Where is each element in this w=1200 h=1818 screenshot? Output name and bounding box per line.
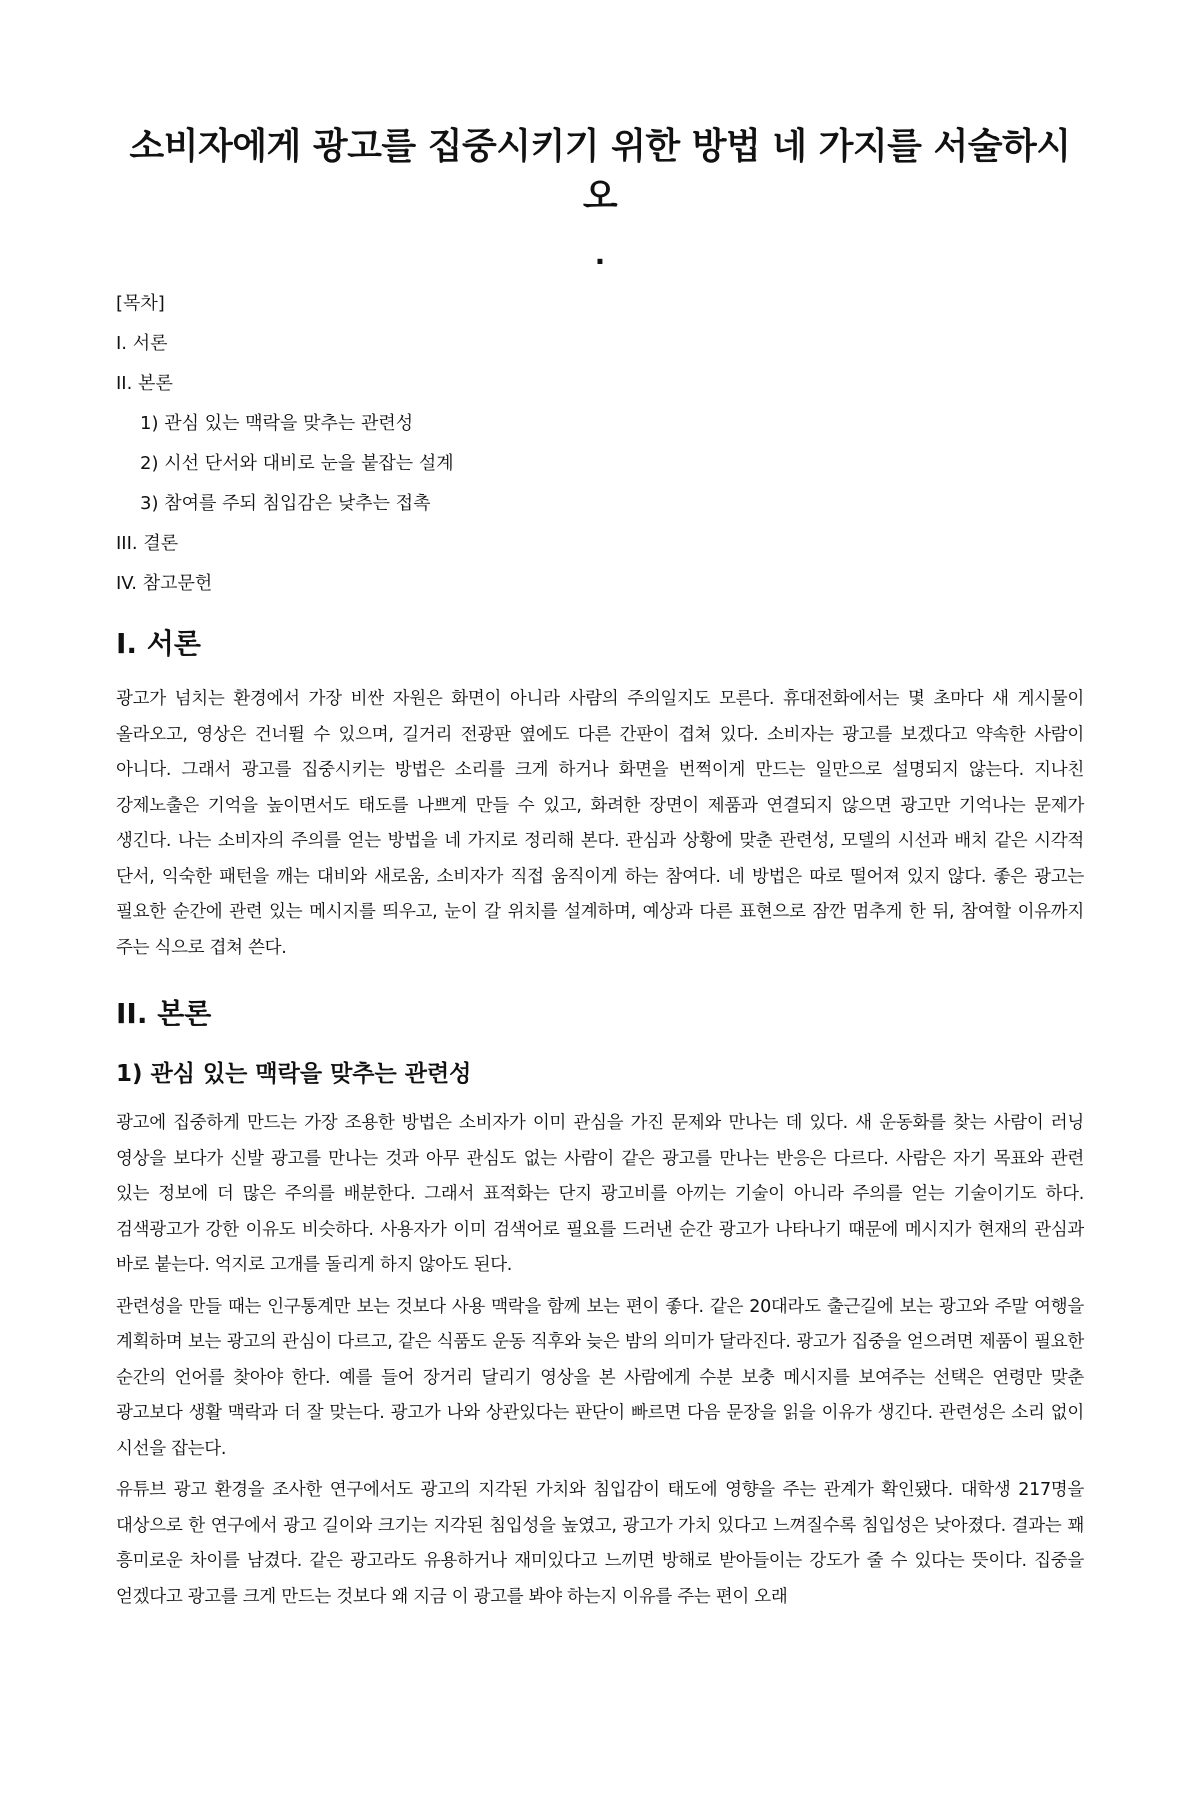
body-paragraph: 유튜브 광고 환경을 조사한 연구에서도 광고의 지각된 가치와 침입감이 태도에 영향을 주는 관계가 확인됐다. 대학생 217명을 대상으로 한 연구에서 광고 길이와 크기는 지각된 침입성을 높였고, 광고가 가치 있다고 느껴질수록 침입성은 낮아졌다. 결과는 꽤 흥미로운 차이를 남겼다. 같은 광고라도 유용하거나 재미있다고 느끼면 방해로 받아들이는 강도가 줄 수 있다는 뜻이다. 집중을 얻겠다고 광고를 크게 만드는 것보다 왜 지금 이 광고를 봐야 하는지 이유를 주는 편이 오래 — [116, 1480, 1084, 1607]
toc-item-conclusion: III. 결론 — [116, 533, 179, 554]
toc-item-intro: I. 서론 — [116, 333, 168, 354]
body-paragraph: 관련성을 만들 때는 인구통계만 보는 것보다 사용 맥락을 함께 보는 편이 좋다. 같은 20대라도 출근길에 보는 광고와 주말 여행을 계획하며 보는 광고의 관심이 다르고, 같은 식품도 운동 직후와 늦은 밤의 의미가 달라진다. 광고가 집중을 얻으려면 제품이 필요한 순간의 언어를 찾아야 한다. 예를 들어 장거리 달리기 영상을 본 사람에게 수분 보충 메시지를 보여주는 선택은 연령만 맞춘 광고보다 생활 맥락과 더 잘 맞는다. 광고가 나와 상관있다는 판단이 빠르면 다음 문장을 읽을 이유가 생긴다. 관련성은 소리 없이 시선을 잡는다. — [116, 1296, 1084, 1459]
toc-item-references: IV. 참고문헌 — [116, 573, 213, 594]
section-heading-intro: I. 서론 — [116, 627, 201, 660]
title-dot: . — [594, 238, 606, 271]
body-paragraph: 광고에 집중하게 만드는 가장 조용한 방법은 소비자가 이미 관심을 가진 문제와 만나는 데 있다. 새 운동화를 찾는 사람이 러닝 영상을 보다가 신발 광고를 만나는 것과 아무 관심도 없는 사람이 같은 광고를 만나는 반응은 다르다. 사람은 자기 목표와 관련 있는 정보에 더 많은 주의를 배분한다. 그래서 표적화는 단지 광고비를 아끼는 기술이 아니라 주의를 얻는 기술이기도 하다. 검색광고가 강한 이유도 비슷하다. 사용자가 이미 검색어로 필요를 드러낸 순간 광고가 나타나기 때문에 메시지가 현재의 관심과 바로 붙는다. 억지로 고개를 돌리게 하지 않아도 된다. — [116, 1113, 1084, 1275]
toc-item-body-1: 1) 관심 있는 맥락을 맞추는 관련성 — [140, 413, 414, 434]
section-heading-body: II. 본론 — [116, 997, 212, 1030]
document-page — [0, 122, 1200, 1818]
subsection-heading-relevance: 1) 관심 있는 맥락을 맞추는 관련성 — [116, 1061, 472, 1087]
toc-item-body-2: 2) 시선 단서와 대비로 눈을 붙잡는 설계 — [140, 453, 454, 474]
table-of-contents — [116, 292, 1084, 596]
intro-paragraph: 광고가 넘치는 환경에서 가장 비싼 자원은 화면이 아니라 사람의 주의일지도 모른다. 휴대전화에서는 몇 초마다 새 게시물이 올라오고, 영상은 건너뛸 수 있으며, 길거리 전광판 옆에도 다른 간판이 겹쳐 있다. 소비자는 광고를 보겠다고 약속한 사람이 아니다. 그래서 광고를 집중시키는 방법은 소리를 크게 하거나 화면을 번쩍이게 만드는 일만으로 설명되지 않는다. 지나친 강제노출은 기억을 높이면서도 태도를 나쁘게 만들 수 있고, 화려한 장면이 제품과 연결되지 않으면 광고만 기억나는 문제가 생긴다. 나는 소비자의 주의를 얻는 방법을 네 가지로 정리해 본다. 관심과 상황에 맞춘 관련성, 모델의 시선과 배치 같은 시각적 단서, 익숙한 패턴을 깨는 대비와 새로움, 소비자가 직접 움직이게 하는 참여다. 네 방법은 따로 떨어져 있지 않다. 좋은 광고는 필요한 순간에 관련 있는 메시지를 띄우고, 눈이 갈 위치를 설계하며, 예상과 다른 표현으로 잠깐 멈추게 한 뒤, 참여할 이유까지 주는 식으로 겹쳐 쓴다. — [116, 689, 1084, 958]
toc-heading: [목차] — [116, 293, 165, 314]
toc-item-body-3: 3) 참여를 주되 침입감은 낮추는 접촉 — [140, 493, 431, 514]
document-title: 소비자에게 광고를 집중시키기 위한 방법 네 가지를 서술하시오 — [129, 126, 1071, 217]
toc-item-body: II. 본론 — [116, 373, 173, 394]
